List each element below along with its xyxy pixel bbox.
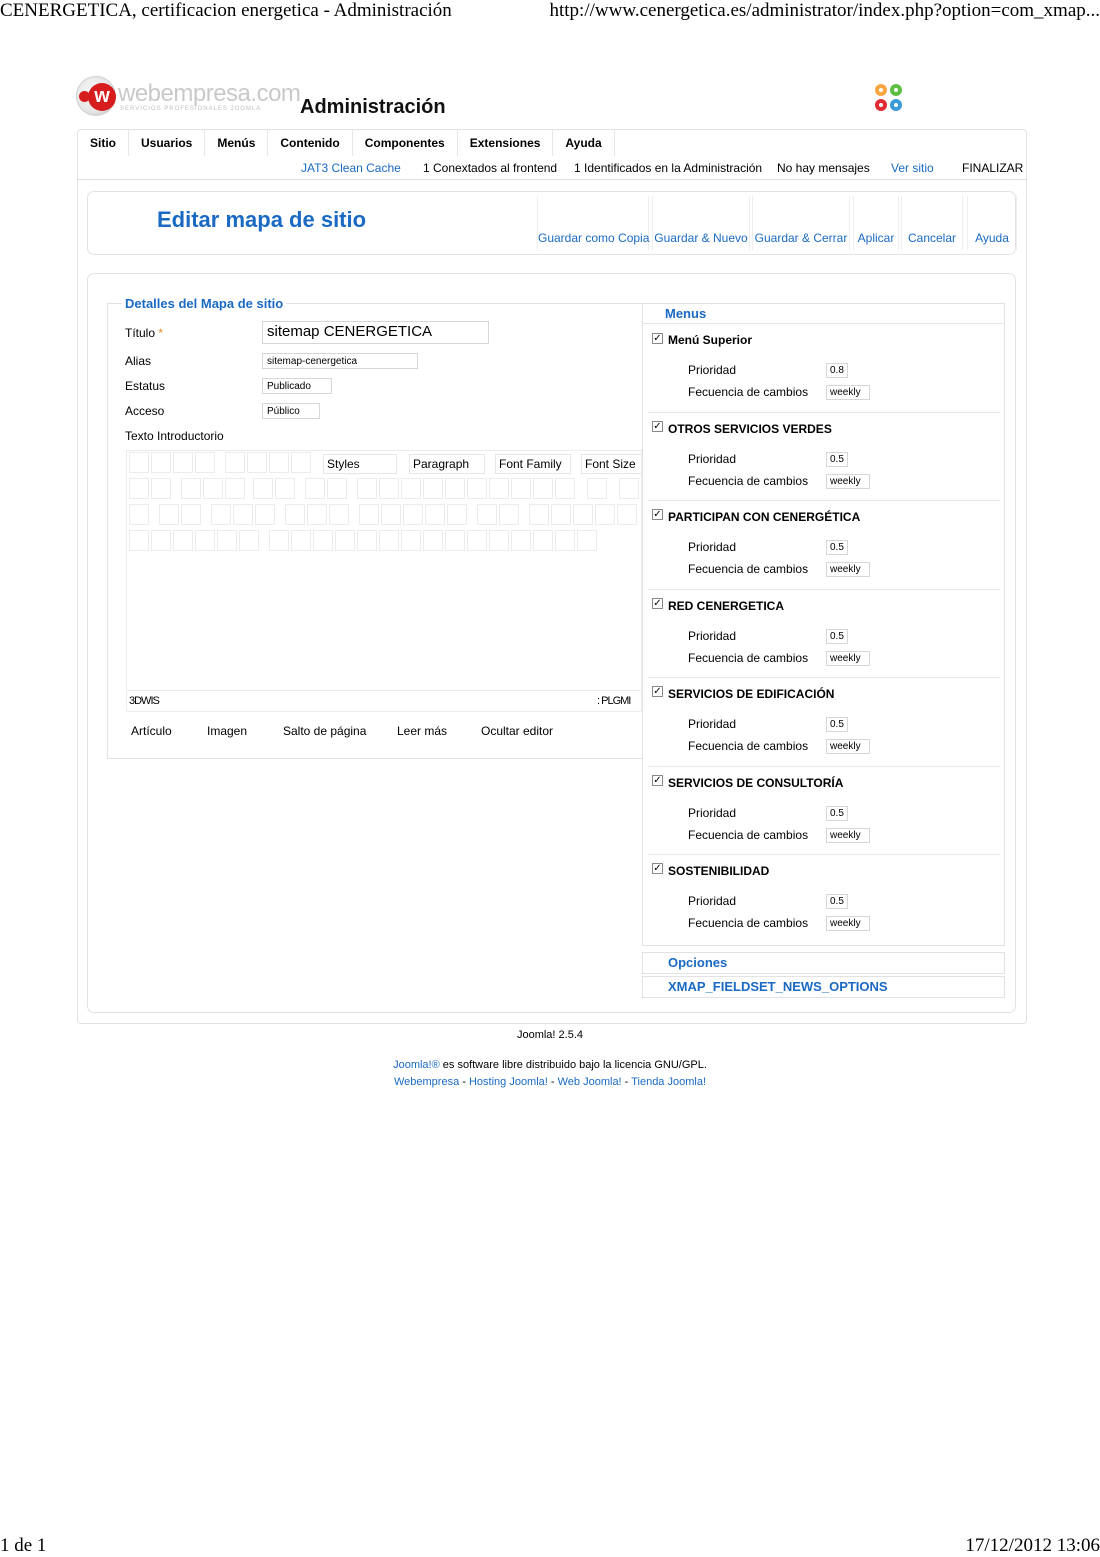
editor-button[interactable]	[445, 530, 465, 551]
priority-label: Prioridad	[688, 540, 737, 554]
editor-button[interactable]	[489, 478, 509, 499]
menus-legend: Menus	[665, 306, 707, 321]
editor-toolbar-row-3	[127, 504, 642, 526]
editor-button[interactable]	[477, 504, 497, 525]
editor-button[interactable]	[217, 530, 237, 551]
options-panel-toggle[interactable]: Opciones	[642, 952, 1005, 974]
editor-button[interactable]	[181, 504, 201, 525]
editor-button[interactable]	[403, 504, 423, 525]
editor-button[interactable]	[529, 504, 549, 525]
menu-sitio[interactable]: Sitio	[78, 130, 129, 156]
apply-button[interactable]: Aplicar	[853, 196, 899, 250]
webempresa-logo-icon: w	[76, 76, 116, 116]
frequency-label: Fecuencia de cambios	[688, 739, 809, 753]
editor-statusbar	[127, 690, 641, 712]
menu-item-servicios-de-consultoria	[648, 766, 1000, 854]
editor-button[interactable]	[151, 478, 171, 499]
alias-input[interactable]: sitemap-cenergetica	[262, 353, 418, 369]
menu-item-checkbox[interactable]: ✓	[653, 333, 662, 344]
admin-users-count: 1 Identificados en la Administración	[574, 161, 763, 175]
editor-button[interactable]	[305, 478, 325, 499]
title-input[interactable]: sitemap CENERGETICA	[262, 321, 489, 344]
license-line	[0, 1059, 1100, 1071]
priority-select[interactable]: 0.5	[826, 540, 848, 555]
save-and-close-button[interactable]: Guardar & Cerrar	[752, 196, 850, 250]
editor-button[interactable]	[379, 478, 399, 499]
hosting-joomla-link[interactable]: Hosting Joomla!	[468, 1076, 548, 1088]
frequency-select[interactable]: weekly	[826, 651, 870, 666]
toggle-editor-button[interactable]: Ocultar editor	[481, 724, 554, 738]
menu-item-name: SERVICIOS DE CONSULTORÍA	[668, 776, 844, 790]
styles-dropdown[interactable]: Styles	[323, 454, 397, 474]
menu-item-checkbox[interactable]: ✓	[653, 775, 662, 786]
editor-button[interactable]	[129, 530, 149, 551]
main-menubar	[78, 130, 615, 156]
menu-item-red-cenergetica	[648, 589, 1000, 677]
editor-button[interactable]	[511, 478, 531, 499]
frequency-select[interactable]: weekly	[826, 739, 870, 754]
frequency-label: Fecuencia de cambios	[688, 385, 809, 399]
print-page-title: CENERGETICA, certificacion energetica - Administración	[0, 0, 452, 21]
web-joomla-link[interactable]: Web Joomla!	[557, 1076, 622, 1088]
editor-button[interactable]	[489, 530, 509, 551]
jat3-clean-cache-link[interactable]: JAT3 Clean Cache	[301, 161, 401, 175]
editor-toolbar-row-4	[127, 530, 642, 552]
page-title: Editar mapa de sitio	[157, 207, 367, 232]
priority-label: Prioridad	[688, 452, 737, 466]
editor-button[interactable]	[619, 478, 639, 499]
editor-button[interactable]	[577, 530, 597, 551]
editor-button[interactable]	[247, 452, 267, 473]
frequency-label: Fecuencia de cambios	[688, 474, 809, 488]
editor-button[interactable]	[551, 504, 571, 525]
editor-button[interactable]	[447, 504, 467, 525]
joomla-version: Joomla! 2.5.4	[516, 1029, 584, 1041]
editor-button[interactable]	[425, 504, 445, 525]
status-label: Estatus	[125, 379, 166, 393]
menu-item-menu-superior	[648, 330, 1000, 418]
admin-title: Administración	[300, 96, 446, 118]
frequency-select[interactable]: weekly	[826, 916, 870, 931]
menu-item-checkbox[interactable]: ✓	[653, 863, 662, 874]
priority-label: Prioridad	[688, 363, 737, 377]
menu-item-sostenibilidad	[648, 854, 1000, 942]
required-mark: *	[158, 326, 164, 340]
editor-button[interactable]	[617, 504, 637, 525]
print-page-url: http://www.cenergetica.es/administrator/index.php?option=com_xmap...	[549, 0, 1100, 21]
editor-button[interactable]	[381, 504, 401, 525]
editor-button[interactable]	[211, 504, 231, 525]
priority-select[interactable]: 0.5	[826, 629, 848, 644]
editor-path-label: 3DWIS	[129, 695, 159, 707]
editor-button[interactable]	[533, 530, 553, 551]
frequency-select[interactable]: weekly	[826, 474, 870, 489]
menu-item-checkbox[interactable]: ✓	[653, 686, 662, 697]
frequency-select[interactable]: weekly	[826, 385, 870, 400]
menu-item-name: PARTICIPAN CON CENERGÉTICA	[668, 510, 861, 524]
editor-button[interactable]	[255, 504, 275, 525]
editor-button[interactable]	[159, 504, 179, 525]
editor-button[interactable]	[423, 530, 443, 551]
menu-item-otros-servicios-verdes	[648, 412, 1000, 500]
menu-ayuda[interactable]: Ayuda	[553, 130, 614, 156]
editor-button[interactable]	[423, 478, 443, 499]
print-datetime: 17/12/2012 13:06	[965, 1535, 1100, 1556]
editor-button[interactable]	[499, 504, 519, 525]
frequency-label: Fecuencia de cambios	[688, 916, 809, 930]
editor-button[interactable]	[329, 504, 349, 525]
editor-button[interactable]	[357, 478, 377, 499]
priority-select[interactable]: 0.5	[826, 894, 848, 909]
editor-button[interactable]	[173, 452, 193, 473]
joomla-link[interactable]: Joomla!®	[393, 1059, 440, 1071]
menu-contenido[interactable]: Contenido	[268, 130, 352, 156]
editor-button[interactable]	[195, 530, 215, 551]
title-label: Título *	[125, 326, 164, 340]
frequency-select[interactable]: weekly	[826, 562, 870, 577]
editor-button[interactable]	[573, 504, 593, 525]
intro-text-label: Texto Introductorio	[125, 429, 224, 443]
editor-toolbar-row-1	[127, 452, 642, 474]
access-label: Acceso	[125, 404, 165, 418]
frequency-select[interactable]: weekly	[826, 828, 870, 843]
insert-article-button[interactable]: Artículo	[131, 724, 172, 738]
view-site-link[interactable]: Ver sitio	[891, 161, 934, 175]
messages-status: No hay mensajes	[777, 161, 870, 175]
editor-button[interactable]	[239, 530, 259, 551]
menu-item-checkbox[interactable]: ✓	[653, 509, 662, 520]
status-bar	[78, 156, 1026, 180]
editor-button[interactable]	[595, 504, 615, 525]
menu-item-name: Menú Superior	[668, 333, 753, 347]
priority-select[interactable]: 0.5	[826, 717, 848, 732]
editor-button[interactable]	[401, 530, 421, 551]
frequency-label: Fecuencia de cambios	[688, 651, 809, 665]
save-and-new-button[interactable]: Guardar & Nuevo	[652, 196, 750, 250]
help-button[interactable]: Ayuda	[967, 196, 1017, 250]
editor-button[interactable]	[555, 530, 575, 551]
editor-button[interactable]	[307, 504, 327, 525]
editor-button[interactable]	[151, 452, 171, 473]
editor-button[interactable]	[129, 504, 149, 525]
editor-words-label: : PLGMI	[597, 695, 631, 707]
editor-button[interactable]	[203, 478, 223, 499]
editor-button[interactable]	[253, 478, 273, 499]
editor-button[interactable]	[291, 452, 311, 473]
menu-item-name: OTROS SERVICIOS VERDES	[668, 422, 832, 436]
frontend-users-count: 1 Conextados al frontend	[423, 161, 558, 175]
editor-button[interactable]	[379, 530, 399, 551]
priority-label: Prioridad	[688, 806, 737, 820]
editor-button[interactable]	[275, 478, 295, 499]
save-as-copy-button[interactable]: Guardar como Copia	[537, 196, 649, 250]
joomla-logo-icon	[872, 82, 906, 114]
editor-button[interactable]	[555, 478, 575, 499]
priority-select[interactable]: 0.5	[826, 806, 848, 821]
webempresa-link[interactable]: Webempresa	[393, 1076, 460, 1088]
editor-button[interactable]	[445, 478, 465, 499]
editor-button[interactable]	[129, 452, 149, 473]
frequency-label: Fecuencia de cambios	[688, 828, 809, 842]
editor-button[interactable]	[225, 452, 245, 473]
editor-button[interactable]	[285, 504, 305, 525]
print-page-number: 1 de 1	[0, 1535, 47, 1556]
editor-button[interactable]	[291, 530, 311, 551]
editor-button[interactable]	[151, 530, 171, 551]
tienda-joomla-link[interactable]: Tienda Joomla!	[631, 1076, 707, 1088]
intro-text-editor	[126, 450, 642, 712]
webempresa-logo[interactable]	[76, 76, 301, 116]
cancel-button[interactable]: Cancelar	[901, 196, 963, 250]
access-select[interactable]: Público	[262, 403, 320, 419]
menu-componentes[interactable]: Componentes	[353, 130, 458, 156]
priority-select[interactable]: 0.8	[826, 363, 848, 378]
news-options-panel-toggle[interactable]: XMAP_FIELDSET_NEWS_OPTIONS	[642, 976, 1005, 998]
editor-button[interactable]	[533, 478, 553, 499]
font-size-dropdown[interactable]: Font Size	[581, 454, 642, 474]
editor-button[interactable]	[181, 478, 201, 499]
menu-item-name: SERVICIOS DE EDIFICACIÓN	[668, 687, 835, 701]
editor-button[interactable]	[587, 478, 607, 499]
priority-label: Prioridad	[688, 894, 737, 908]
details-legend: Detalles del Mapa de sitio	[122, 296, 286, 311]
menu-item-checkbox[interactable]: ✓	[653, 421, 662, 432]
priority-label: Prioridad	[688, 629, 737, 643]
font-family-dropdown[interactable]: Font Family	[495, 454, 571, 474]
editor-button[interactable]	[401, 478, 421, 499]
license-text: es software libre distribuido bajo la licencia GNU/GPL.	[439, 1059, 707, 1071]
priority-select[interactable]: 0.5	[826, 452, 848, 467]
editor-button[interactable]	[313, 530, 333, 551]
menu-extensiones[interactable]: Extensiones	[458, 130, 554, 156]
logout-link[interactable]: FINALIZAR	[962, 161, 1024, 175]
menu-item-name: SOSTENIBILIDAD	[668, 864, 770, 878]
priority-label: Prioridad	[688, 717, 737, 731]
status-select[interactable]: Publicado	[262, 378, 332, 394]
editor-button[interactable]	[233, 504, 253, 525]
frequency-label: Fecuencia de cambios	[688, 562, 809, 576]
editor-button[interactable]	[357, 530, 377, 551]
webempresa-logo-tagline: SERVICIOS PROFESIONALES JOOMLA	[120, 106, 262, 112]
editor-button[interactable]	[467, 530, 487, 551]
editor-button[interactable]	[173, 530, 193, 551]
webempresa-logo-text: webempresa.com	[118, 80, 301, 107]
menu-menus[interactable]: Menús	[205, 130, 268, 156]
page-break-button[interactable]: Salto de página	[283, 724, 367, 738]
editor-button[interactable]	[195, 452, 215, 473]
menu-item-participan-con-cenergetica	[648, 500, 1000, 588]
alias-label: Alias	[125, 354, 152, 368]
editor-button[interactable]	[335, 530, 355, 551]
insert-image-button[interactable]: Imagen	[207, 724, 248, 738]
read-more-button[interactable]: Leer más	[397, 724, 448, 738]
menu-usuarios[interactable]: Usuarios	[129, 130, 205, 156]
footer-links: Webempresa - Hosting Joomla! - Web Joomla! - Tienda Joomla!	[393, 1076, 707, 1088]
editor-button[interactable]	[269, 452, 289, 473]
editor-button[interactable]	[467, 478, 487, 499]
menu-item-name: RED CENERGETICA	[668, 599, 785, 613]
editor-button[interactable]	[511, 530, 531, 551]
editor-button[interactable]	[129, 478, 149, 499]
paragraph-dropdown[interactable]: Paragraph	[409, 454, 485, 474]
editor-toolbar-row-2	[127, 478, 642, 500]
menu-item-checkbox[interactable]: ✓	[653, 598, 662, 609]
editor-button[interactable]	[359, 504, 379, 525]
editor-button[interactable]	[269, 530, 289, 551]
menu-item-servicios-de-edificacion	[648, 677, 1000, 765]
editor-button[interactable]	[327, 478, 347, 499]
editor-button[interactable]	[225, 478, 245, 499]
